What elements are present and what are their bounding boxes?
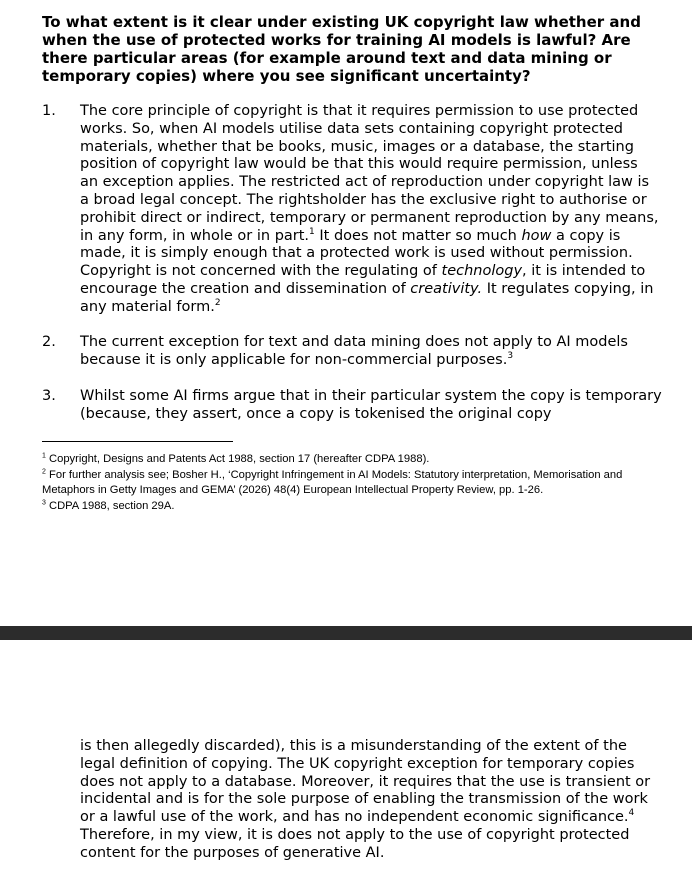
footnote-text: Copyright, Designs and Patents Act 1988, section 17 (hereafter CDPA 1988). — [49, 453, 430, 465]
footnote-ref[interactable]: 4 — [628, 808, 635, 819]
footnote-text: CDPA 1988, section 29A. — [49, 499, 175, 512]
footnote-text: For further analysis see; Bosher H., ‘Copyright Infringement in AI Models: Statutory interpretation, Memorisation and Metaphors in Getty Images and GEMA’ (2026) 48(4) European Intellectual Property Review, pp. 1-26. — [42, 468, 623, 496]
paragraph-text: is then allegedly discarded), this is a misunderstanding of the extent of the legal definition of copying. The UK copyright exception for temporary copies does not apply to a database. Moreover, it requires that the use is transient or incidental and is for the sole purpose of enabling the transmission of the work or a lawful use of the work, and has no independent economic significance. — [80, 738, 651, 826]
paragraph-text: It does not matter so much — [314, 227, 522, 244]
paragraph-number: 2. — [42, 334, 56, 350]
footnote-number: 1 — [42, 452, 46, 460]
paragraph-2 — [80, 334, 660, 370]
footnote — [42, 468, 652, 499]
footnotes — [42, 452, 652, 514]
emphasis-text: creativity. — [410, 280, 483, 297]
footnote-number: 3 — [42, 498, 46, 506]
footnote-ref[interactable]: 3 — [507, 350, 514, 361]
paragraph-text: The core principle of copyright is that it requires permission to use protected works. So, when AI models utilise data sets containing copyright protected materials, whether that be books, music, images or a database, the starting position of copyright law would be that this would require permission, unless an exception applies. The restricted act of reproduction under copyright law is a broad legal concept. The rightsholder has the exclusive right to authorise or prohibit direct or indirect, temporary or permanent reproduction by any means, in any form, in whole or in part. — [80, 103, 659, 244]
paragraph-3 — [80, 388, 662, 424]
paragraph-number: 3. — [42, 388, 56, 404]
document-page-2 — [0, 640, 692, 878]
paragraph-text: a copy is made, it is simply enough that a protected work is used without permission. Copyright is not concerned with the regulating of — [80, 227, 633, 280]
emphasis-text: technology — [441, 263, 523, 280]
paragraph-text: , it is intended to encourage the creation and dissemination of — [80, 263, 646, 297]
footnote — [42, 452, 652, 468]
paragraph-number: 1. — [42, 103, 56, 119]
footnote-divider — [42, 441, 233, 442]
footnote — [42, 499, 652, 515]
paragraph-text: Therefore, in my view, it is does not apply to the use of copyright protected content for the purposes of generative AI. — [80, 826, 630, 861]
consultation-question: To what extent is it clear under existing UK copyright law whether and when the use of protected works for training AI models is lawful? Are there particular areas (for example around text and data mining or temporary copies) where you see significant uncertainty? — [42, 13, 641, 85]
paragraph-text: Whilst some AI firms argue that in their particular system the copy is temporary (because, they assert, once a copy is tokenised the original copy — [80, 388, 662, 422]
footnote-ref[interactable]: 2 — [214, 297, 221, 308]
footnote-ref[interactable]: 1 — [309, 226, 315, 237]
footnote-number: 2 — [42, 467, 46, 475]
page-break-bar — [0, 626, 692, 640]
paragraph-3-continuation — [80, 738, 660, 863]
paragraph-1 — [80, 103, 660, 317]
paragraph-text: The current exception for text and data mining does not apply to AI models because it is only applicable for non-commercial purposes. — [80, 334, 628, 368]
paragraph-text: It regulates copying, in any material form. — [80, 280, 654, 315]
emphasis-text: how — [521, 227, 552, 244]
